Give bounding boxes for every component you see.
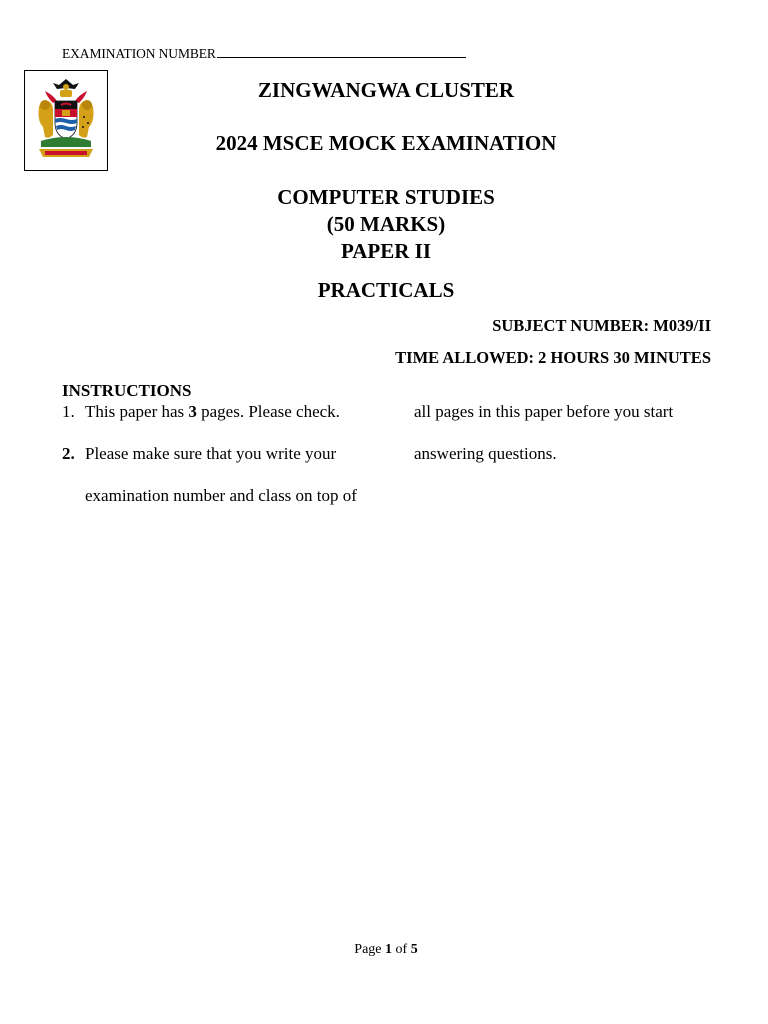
footer-current-page: 1 (385, 942, 393, 957)
page-footer (0, 942, 768, 958)
instruction-2-number: 2. (62, 444, 75, 463)
marks-title: (50 MARKS) (326, 212, 446, 236)
footer-total-pages: 5 (410, 942, 418, 957)
subject-number: SUBJECT NUMBER: M039/II (492, 316, 711, 335)
instructions-heading: INSTRUCTIONS (62, 381, 192, 400)
instruction-1-text (85, 402, 340, 422)
page-count: 3 (188, 402, 197, 421)
instruction-2-line-2: examination number and class on top of (85, 486, 357, 505)
time-allowed: TIME ALLOWED: 2 HOURS 30 MINUTES (395, 348, 711, 367)
subject-title: COMPUTER STUDIES (277, 185, 495, 209)
instruction-column-2-line-2: answering questions. (414, 444, 557, 463)
footer-page-word: Page (354, 942, 386, 957)
instruction-2-line-1: Please make sure that you write your (85, 444, 337, 463)
practicals-title: PRACTICALS (317, 278, 455, 302)
instruction-1-prefix: This paper has (85, 402, 189, 421)
examination-number-field (62, 45, 466, 62)
instruction-1-suffix: pages. Please check. (196, 402, 340, 421)
examination-number-label: EXAMINATION NUMBER (62, 46, 216, 61)
footer-of-word: of (392, 942, 411, 957)
instruction-column-2-line-1: all pages in this paper before you start (414, 402, 674, 421)
examination-number-blank-line (217, 45, 466, 58)
exam-title: 2024 MSCE MOCK EXAMINATION (215, 131, 557, 155)
paper-title: PAPER II (340, 239, 432, 263)
instruction-1-number: 1. (62, 402, 75, 421)
cluster-title: ZINGWANGWA CLUSTER (257, 78, 515, 102)
